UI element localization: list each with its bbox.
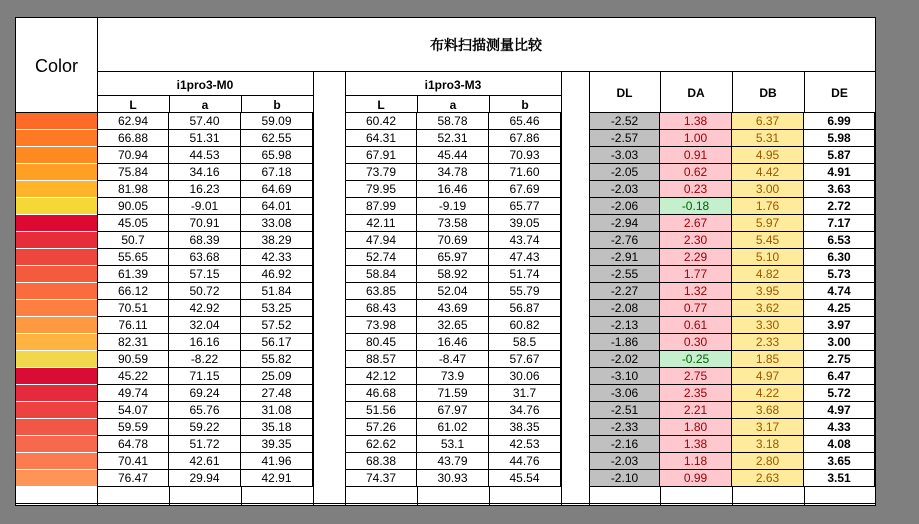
grid-line [97,71,875,72]
cell-b-m3: 34.76 [489,402,561,419]
cell-l-m0: 59.59 [97,419,169,436]
cell-dl: -2.03 [589,181,660,198]
color-swatch [16,232,97,249]
grid-line [804,71,805,113]
cell-b-m3: 42.53 [489,436,561,453]
grid-line [16,112,97,113]
color-swatch [16,181,97,198]
cell-b-m3: 70.93 [489,147,561,164]
cell-l-m3: 60.42 [345,113,417,130]
cell-a-m0: -8.22 [169,351,241,368]
cell-db: 2.63 [732,470,804,487]
col-header-a-m3: a [449,97,457,112]
cell-l-m3: 63.85 [345,283,417,300]
col-header-dl: DL [616,86,633,100]
cell-b-m3: 60.82 [489,317,561,334]
cell-a-m0: 65.76 [169,402,241,419]
cell-b-m3: 65.77 [489,198,561,215]
cell-de: 4.91 [804,164,875,181]
grid-line [732,71,733,113]
grid-line [345,71,346,113]
cell-l-m0: 90.05 [97,198,169,215]
cell-db: 3.95 [732,283,804,300]
cell-a-m0: 59.22 [169,419,241,436]
grid-line [16,503,875,504]
cell-de: 3.63 [804,181,875,198]
cell-da: -0.25 [660,351,732,368]
cell-da: 2.35 [660,385,732,402]
color-swatch [16,317,97,334]
cell-a-m3: 73.9 [417,368,489,385]
cell-a-m0: 42.92 [169,300,241,317]
cell-l-m0: 61.39 [97,266,169,283]
grid-line [313,113,314,487]
cell-dl: -2.52 [589,113,660,130]
color-swatch [16,215,97,232]
cell-dl: -3.10 [589,368,660,385]
cell-db: 5.31 [732,130,804,147]
cell-l-m0: 76.11 [97,317,169,334]
cell-a-m0: 68.39 [169,232,241,249]
cell-l-m3: 57.26 [345,419,417,436]
cell-de: 4.08 [804,436,875,453]
cell-a-m0: 51.72 [169,436,241,453]
cell-a-m3: 32.65 [417,317,489,334]
cell-b-m0: 55.82 [241,351,313,368]
cell-da: 0.91 [660,147,732,164]
cell-de: 3.97 [804,317,875,334]
cell-de: 6.47 [804,368,875,385]
cell-da: 2.21 [660,402,732,419]
grid-line [489,96,490,113]
cell-l-m0: 62.94 [97,113,169,130]
cell-dl: -2.57 [589,130,660,147]
cell-de: 6.30 [804,249,875,266]
cell-de: 6.99 [804,113,875,130]
cell-dl: -2.13 [589,317,660,334]
cell-l-m3: 52.74 [345,249,417,266]
color-swatch [16,402,97,419]
cell-b-m0: 62.55 [241,130,313,147]
grid-line [97,18,98,505]
cell-db: 3.00 [732,181,804,198]
cell-de: 4.33 [804,419,875,436]
cell-dl: -2.94 [589,215,660,232]
cell-a-m0: 71.15 [169,368,241,385]
cell-l-m0: 66.12 [97,283,169,300]
cell-de: 6.53 [804,232,875,249]
cell-b-m0: 35.18 [241,419,313,436]
cell-b-m3: 67.69 [489,181,561,198]
color-swatch [16,249,97,266]
cell-l-m3: 67.91 [345,147,417,164]
cell-l-m3: 58.84 [345,266,417,283]
cell-l-m0: 70.51 [97,300,169,317]
color-swatch [16,147,97,164]
cell-da: 1.38 [660,113,732,130]
cell-b-m3: 56.87 [489,300,561,317]
cell-db: 5.45 [732,232,804,249]
cell-b-m0: 39.35 [241,436,313,453]
cell-a-m0: 57.40 [169,113,241,130]
cell-l-m3: 88.57 [345,351,417,368]
cell-de: 4.97 [804,402,875,419]
col-header-de: DE [831,86,848,100]
cell-da: 1.18 [660,453,732,470]
group-m3-header: i1pro3-M3 [424,77,482,92]
cell-b-m3: 51.74 [489,266,561,283]
color-swatch [16,198,97,215]
cell-l-m0: 49.74 [97,385,169,402]
cell-l-m3: 68.43 [345,300,417,317]
cell-a-m3: 43.69 [417,300,489,317]
cell-b-m3: 47.43 [489,249,561,266]
cell-a-m0: 42.61 [169,453,241,470]
cell-l-m0: 70.41 [97,453,169,470]
cell-l-m0: 82.31 [97,334,169,351]
cell-dl: -2.10 [589,470,660,487]
cell-de: 5.73 [804,266,875,283]
cell-db: 4.22 [732,385,804,402]
cell-da: 1.77 [660,266,732,283]
cell-dl: -2.27 [589,283,660,300]
cell-da: -0.18 [660,198,732,215]
cell-a-m0: 16.23 [169,181,241,198]
color-swatch [16,283,97,300]
col-header-da: DA [687,86,705,100]
cell-de: 2.72 [804,198,875,215]
grid-line [169,96,170,113]
cell-dl: -2.55 [589,266,660,283]
cell-da: 0.77 [660,300,732,317]
cell-b-m0: 42.91 [241,470,313,487]
col-header-l-m3: L [377,97,385,112]
cell-l-m3: 87.99 [345,198,417,215]
cell-b-m3: 55.79 [489,283,561,300]
cell-l-m3: 80.45 [345,334,417,351]
grid-line [345,95,561,96]
cell-db: 4.82 [732,266,804,283]
cell-db: 3.17 [732,419,804,436]
color-swatch [16,113,97,130]
cell-db: 3.62 [732,300,804,317]
cell-a-m0: 63.68 [169,249,241,266]
cell-a-m3: 71.59 [417,385,489,402]
cell-db: 3.18 [732,436,804,453]
color-swatch [16,266,97,283]
cell-de: 5.87 [804,147,875,164]
cell-l-m3: 73.79 [345,164,417,181]
cell-dl: -2.91 [589,249,660,266]
cell-da: 0.30 [660,334,732,351]
cell-b-m3: 38.35 [489,419,561,436]
cell-da: 2.67 [660,215,732,232]
cell-l-m3: 68.38 [345,453,417,470]
cell-dl: -1.86 [589,334,660,351]
cell-db: 3.30 [732,317,804,334]
cell-da: 0.23 [660,181,732,198]
cell-b-m0: 33.08 [241,215,313,232]
col-header-a-m0: a [201,97,209,112]
cell-da: 2.30 [660,232,732,249]
grid-line [417,96,418,113]
cell-a-m3: 70.69 [417,232,489,249]
cell-l-m3: 46.68 [345,385,417,402]
cell-a-m3: -9.19 [417,198,489,215]
cell-db: 4.42 [732,164,804,181]
cell-b-m3: 71.60 [489,164,561,181]
cell-da: 2.75 [660,368,732,385]
cell-a-m3: 52.04 [417,283,489,300]
cell-l-m0: 66.88 [97,130,169,147]
cell-a-m3: 58.92 [417,266,489,283]
color-swatch [16,385,97,402]
cell-db: 4.95 [732,147,804,164]
cell-b-m0: 31.08 [241,402,313,419]
cell-b-m0: 25.09 [241,368,313,385]
grid-line [660,71,661,113]
color-swatch [16,470,97,487]
cell-de: 3.51 [804,470,875,487]
cell-dl: -3.03 [589,147,660,164]
color-swatch [16,164,97,181]
cell-l-m3: 64.31 [345,130,417,147]
cell-a-m3: 43.79 [417,453,489,470]
cell-b-m3: 30.06 [489,368,561,385]
cell-a-m3: 34.78 [417,164,489,181]
cell-a-m3: 58.78 [417,113,489,130]
cell-a-m3: 45.44 [417,147,489,164]
cell-dl: -2.76 [589,232,660,249]
cell-l-m3: 74.37 [345,470,417,487]
cell-db: 1.85 [732,351,804,368]
grid-line [313,71,314,113]
cell-l-m3: 79.95 [345,181,417,198]
cell-a-m3: -8.47 [417,351,489,368]
cell-b-m0: 27.48 [241,385,313,402]
cell-b-m3: 67.86 [489,130,561,147]
color-swatch [16,351,97,368]
cell-b-m0: 56.17 [241,334,313,351]
cell-l-m0: 76.47 [97,470,169,487]
cell-b-m3: 65.46 [489,113,561,130]
cell-l-m0: 45.05 [97,215,169,232]
cell-a-m3: 61.02 [417,419,489,436]
cell-da: 2.29 [660,249,732,266]
grid-line [345,113,346,487]
cell-b-m0: 51.84 [241,283,313,300]
cell-da: 0.99 [660,470,732,487]
cell-dl: -2.33 [589,419,660,436]
color-swatch [16,453,97,470]
cell-a-m0: 51.31 [169,130,241,147]
cell-dl: -2.08 [589,300,660,317]
cell-da: 0.62 [660,164,732,181]
cell-l-m3: 42.12 [345,368,417,385]
cell-de: 3.00 [804,334,875,351]
cell-l-m0: 54.07 [97,402,169,419]
cell-l-m0: 50.7 [97,232,169,249]
cell-l-m0: 55.65 [97,249,169,266]
cell-de: 7.17 [804,215,875,232]
cell-a-m0: -9.01 [169,198,241,215]
cell-dl: -2.02 [589,351,660,368]
grid-line [589,113,590,487]
grid-line [589,71,590,113]
cell-de: 2.75 [804,351,875,368]
cell-b-m3: 45.54 [489,470,561,487]
cell-a-m0: 57.15 [169,266,241,283]
grid-line [97,95,313,96]
cell-a-m3: 16.46 [417,181,489,198]
cell-db: 5.10 [732,249,804,266]
cell-dl: -2.51 [589,402,660,419]
cell-dl: -2.03 [589,453,660,470]
color-swatch [16,436,97,453]
cell-da: 1.38 [660,436,732,453]
cell-l-m0: 81.98 [97,181,169,198]
cell-db: 2.80 [732,453,804,470]
cell-dl: -2.16 [589,436,660,453]
cell-a-m3: 73.58 [417,215,489,232]
cell-a-m0: 32.04 [169,317,241,334]
cell-a-m0: 44.53 [169,147,241,164]
grid-line [561,113,562,487]
cell-b-m0: 64.01 [241,198,313,215]
cell-da: 1.00 [660,130,732,147]
color-header: Color [34,55,78,76]
cell-db: 3.68 [732,402,804,419]
cell-l-m0: 70.94 [97,147,169,164]
cell-b-m3: 43.74 [489,232,561,249]
cell-b-m0: 64.69 [241,181,313,198]
cell-a-m0: 16.16 [169,334,241,351]
cell-de: 5.72 [804,385,875,402]
cell-a-m0: 70.91 [169,215,241,232]
cell-a-m3: 52.31 [417,130,489,147]
cell-b-m0: 59.09 [241,113,313,130]
cell-a-m3: 30.93 [417,470,489,487]
cell-a-m3: 53.1 [417,436,489,453]
cell-da: 0.61 [660,317,732,334]
cell-da: 1.32 [660,283,732,300]
sheet-title: 布料扫描测量比较 [430,36,542,53]
group-m0-header: i1pro3-M0 [176,77,234,92]
spreadsheet [15,17,876,506]
cell-db: 6.37 [732,113,804,130]
cell-dl: -2.06 [589,198,660,215]
grid-line [241,96,242,113]
color-swatch [16,300,97,317]
cell-b-m0: 67.18 [241,164,313,181]
cell-b-m3: 57.67 [489,351,561,368]
cell-da: 1.80 [660,419,732,436]
cell-l-m3: 42.11 [345,215,417,232]
cell-b-m0: 38.29 [241,232,313,249]
cell-l-m0: 45.22 [97,368,169,385]
cell-a-m3: 16.46 [417,334,489,351]
cell-l-m0: 64.78 [97,436,169,453]
cell-b-m0: 42.33 [241,249,313,266]
cell-a-m0: 50.72 [169,283,241,300]
cell-l-m3: 62.62 [345,436,417,453]
grid-line [561,71,562,113]
col-header-l-m0: L [129,97,137,112]
cell-a-m0: 34.16 [169,164,241,181]
cell-b-m0: 57.52 [241,317,313,334]
cell-b-m3: 39.05 [489,215,561,232]
cell-b-m0: 41.96 [241,453,313,470]
cell-l-m3: 47.94 [345,232,417,249]
cell-db: 1.76 [732,198,804,215]
cell-db: 2.33 [732,334,804,351]
cell-a-m0: 69.24 [169,385,241,402]
cell-b-m0: 53.25 [241,300,313,317]
cell-b-m3: 44.76 [489,453,561,470]
cell-b-m3: 58.5 [489,334,561,351]
grid-line [97,112,313,113]
cell-b-m3: 31.7 [489,385,561,402]
cell-de: 4.74 [804,283,875,300]
cell-a-m3: 65.97 [417,249,489,266]
col-header-b-m3: b [521,97,529,112]
cell-a-m3: 67.97 [417,402,489,419]
cell-l-m3: 73.98 [345,317,417,334]
color-swatch [16,130,97,147]
cell-db: 5.97 [732,215,804,232]
cell-dl: -2.05 [589,164,660,181]
cell-b-m0: 65.98 [241,147,313,164]
color-swatch [16,419,97,436]
cell-de: 4.25 [804,300,875,317]
col-header-db: DB [759,86,777,100]
cell-l-m3: 51.56 [345,402,417,419]
cell-l-m0: 90.59 [97,351,169,368]
cell-l-m0: 75.84 [97,164,169,181]
color-swatch [16,368,97,385]
color-swatch [16,334,97,351]
cell-de: 5.98 [804,130,875,147]
cell-a-m0: 29.94 [169,470,241,487]
grid-line [345,112,561,113]
cell-dl: -3.06 [589,385,660,402]
cell-de: 3.65 [804,453,875,470]
col-header-b-m0: b [273,97,281,112]
cell-db: 4.97 [732,368,804,385]
cell-b-m0: 46.92 [241,266,313,283]
